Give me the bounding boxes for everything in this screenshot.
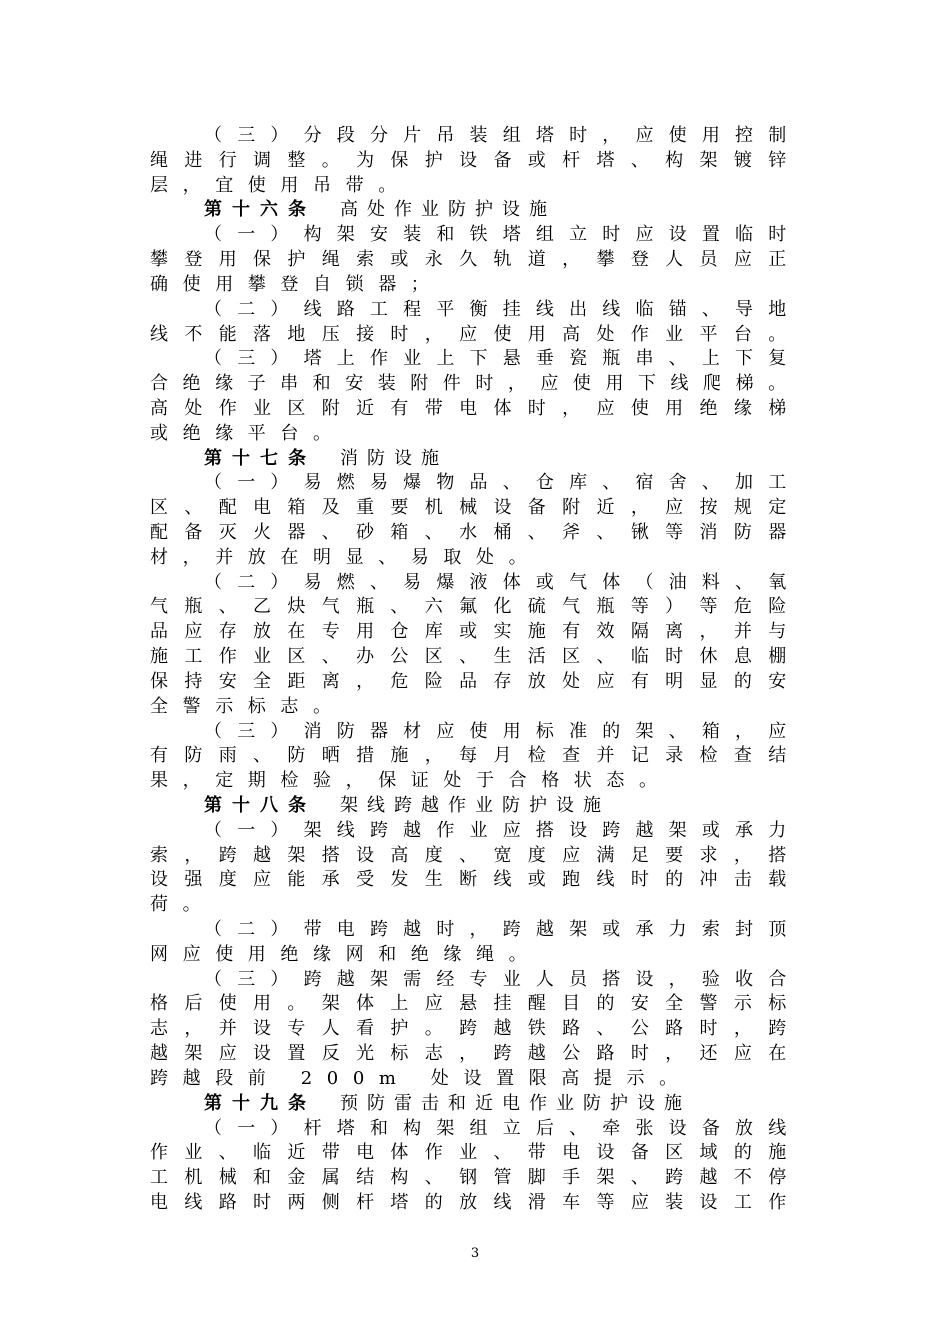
text-line	[150, 992, 786, 1017]
text-line	[150, 149, 786, 174]
line-text: 志 ， 并 设 专 人 看 护 。 跨 越 铁 路 、 公 路 时 ， 跨	[150, 1018, 787, 1040]
line-text: 索 ， 跨 越 架 搭 设 高 度 、 宽 度 应 满 足 要 求 ， 搭	[150, 844, 787, 866]
line-text: 层，宜使用吊带。	[150, 174, 411, 196]
heading-text	[204, 794, 610, 819]
text-line	[150, 1042, 786, 1067]
text-line	[150, 1067, 786, 1092]
text-line	[150, 174, 786, 199]
article-title: 预防雷击和近电作业防护设施	[340, 1092, 691, 1114]
text-line	[150, 769, 786, 794]
line-text: 工 机 械 和 金 属 结 构 、 钢 管 脚 手 架 、 跨 越 不 停	[150, 1167, 787, 1189]
body-text	[150, 124, 786, 1216]
text-line	[150, 347, 786, 372]
text-line	[150, 744, 786, 769]
line-text: （ 一 ） 构 架 安 装 和 铁 塔 组 立 时 应 设 置 临 时	[204, 224, 787, 246]
line-text: 确使用攀登自锁器；	[150, 273, 444, 295]
line-text: （ 三 ） 消 防 器 材 应 使 用 标 准 的 架 、 箱 ， 应	[204, 720, 787, 742]
line-text: （ 三 ） 塔 上 作 业 上 下 悬 垂 瓷 瓶 串 、 上 下 复	[204, 348, 787, 370]
text-line	[150, 571, 786, 596]
line-text: 攀 登 用 保 护 绳 索 或 永 久 轨 道 ， 攀 登 人 员 应 正	[150, 249, 787, 271]
article-number: 第十七条	[204, 447, 316, 469]
text-line	[150, 695, 786, 720]
text-line	[150, 1191, 786, 1216]
line-text: 绳 进 行 调 整 。 为 保 护 设 备 或 杆 塔 、 构 架 镀 锌	[150, 149, 787, 171]
article-title: 消防设施	[340, 447, 448, 469]
text-line	[150, 1117, 786, 1142]
text-line	[150, 1017, 786, 1042]
text-line	[150, 645, 786, 670]
text-line	[150, 298, 786, 323]
line-text: 跨越段前 200m 处设置限高提示。	[150, 1067, 692, 1089]
article-title: 高处作业防护设施	[340, 199, 556, 221]
line-text: （ 二 ） 线 路 工 程 平 衡 挂 线 出 线 临 锚 、 导 地	[204, 298, 787, 320]
text-line	[150, 546, 786, 571]
line-text: 高 处 作 业 区 附 近 有 带 电 体 时 ， 应 使 用 绝 缘 梯	[150, 397, 787, 419]
heading-text	[204, 198, 556, 223]
line-text: 荷。	[150, 894, 216, 916]
article-number: 第十八条	[204, 794, 316, 816]
line-text: 有 防 雨 、 防 晒 措 施 ， 每 月 检 查 并 记 录 检 查 结	[150, 745, 787, 767]
text-line	[150, 1166, 786, 1191]
line-text: 线 不 能 落 地 压 接 时 ， 应 使 用 高 处 作 业 平 台 。	[150, 323, 787, 345]
article-heading	[150, 794, 786, 819]
text-line	[150, 670, 786, 695]
text-line	[150, 422, 786, 447]
text-line	[150, 844, 786, 869]
text-line	[150, 223, 786, 248]
text-line	[150, 323, 786, 348]
text-line	[150, 968, 786, 993]
article-heading	[150, 198, 786, 223]
line-text: （ 三 ） 跨 越 架 需 经 专 业 人 员 搭 设 ， 验 收 合	[204, 968, 787, 990]
article-heading	[150, 447, 786, 472]
text-line	[150, 273, 786, 298]
line-text: （ 一 ） 杆 塔 和 构 架 组 立 后 、 牵 张 设 备 放 线	[204, 1117, 787, 1139]
text-line	[150, 248, 786, 273]
page-number: 3	[470, 1246, 480, 1261]
line-text: 保 持 安 全 距 离 ， 危 险 品 存 放 处 应 有 明 显 的 安	[150, 670, 787, 692]
line-text: 格 后 使 用 。 架 体 上 应 悬 挂 醒 目 的 安 全 警 示 标	[150, 993, 787, 1015]
line-text: （ 一 ） 架 线 跨 越 作 业 应 搭 设 跨 越 架 或 承 力	[204, 819, 787, 841]
line-text: 区 、 配 电 箱 及 重 要 机 械 设 备 附 近 ， 应 按 规 定	[150, 497, 787, 519]
text-line	[150, 918, 786, 943]
line-text: 配 备 灭 火 器 、 砂 箱 、 水 桶 、 斧 、 锹 等 消 防 器	[150, 522, 787, 543]
line-text: 电 线 路 时 两 侧 杆 塔 的 放 线 滑 车 等 应 装 设 工 作	[150, 1191, 787, 1213]
line-text: （ 二 ） 易 燃 、 易 爆 液 体 或 气 体 （ 油 料 、 氧	[204, 571, 787, 593]
line-text: （ 一 ） 易 燃 易 爆 物 品 、 仓 库 、 宿 舍 、 加 工	[204, 472, 787, 494]
line-text: 材，并放在明显、易取处。	[150, 546, 542, 568]
text-line	[150, 372, 786, 397]
article-heading	[150, 1092, 786, 1117]
line-text: 设 强 度 应 能 承 受 发 生 断 线 或 跑 线 时 的 冲 击 载	[150, 869, 787, 891]
text-line	[150, 943, 786, 968]
line-text: 合 绝 缘 子 串 和 安 装 附 件 时 ， 应 使 用 下 线 爬 梯 。	[150, 373, 787, 395]
text-line	[150, 620, 786, 645]
text-line	[150, 595, 786, 620]
text-line	[150, 720, 786, 745]
text-line	[150, 471, 786, 496]
text-line	[150, 868, 786, 893]
line-text: （ 二 ） 带 电 跨 越 时 ， 跨 越 架 或 承 力 索 封 顶	[204, 919, 787, 940]
line-text: 气 瓶 、 乙 炔 气 瓶 、 六 氟 化 硫 气 瓶 等 ） 等 危 险	[150, 596, 787, 618]
line-text: 网应使用绝缘网和绝缘绳。	[150, 943, 542, 965]
article-number: 第十六条	[204, 199, 316, 221]
line-text: 施 工 作 业 区 、 办 公 区 、 生 活 区 、 临 时 休 息 棚	[150, 646, 787, 668]
line-text: 越 架 应 设 置 反 光 标 志 ， 跨 越 公 路 时 ， 还 应 在	[150, 1043, 787, 1065]
line-text: 作 业 、 临 近 带 电 体 作 业 、 带 电 设 备 区 域 的 施	[150, 1142, 787, 1164]
text-line	[150, 1141, 786, 1166]
article-number: 第十九条	[204, 1092, 316, 1114]
line-text: 或绝缘平台。	[150, 422, 346, 444]
text-line	[150, 124, 786, 149]
line-text: 品 应 存 放 在 专 用 仓 库 或 实 施 有 效 隔 离 ， 并 与	[150, 621, 787, 643]
text-line	[150, 521, 786, 546]
line-text: 果，定期检验，保证处于合格状态。	[150, 770, 672, 792]
heading-text	[204, 447, 448, 472]
text-line	[150, 397, 786, 422]
text-line	[150, 893, 786, 918]
line-text: （ 三 ） 分 段 分 片 吊 装 组 塔 时 ， 应 使 用 控 制	[204, 125, 787, 146]
text-line	[150, 496, 786, 521]
heading-text	[204, 1092, 691, 1117]
line-text: 全警示标志。	[150, 695, 346, 717]
text-line	[150, 819, 786, 844]
article-title: 架线跨越作业防护设施	[340, 794, 610, 816]
